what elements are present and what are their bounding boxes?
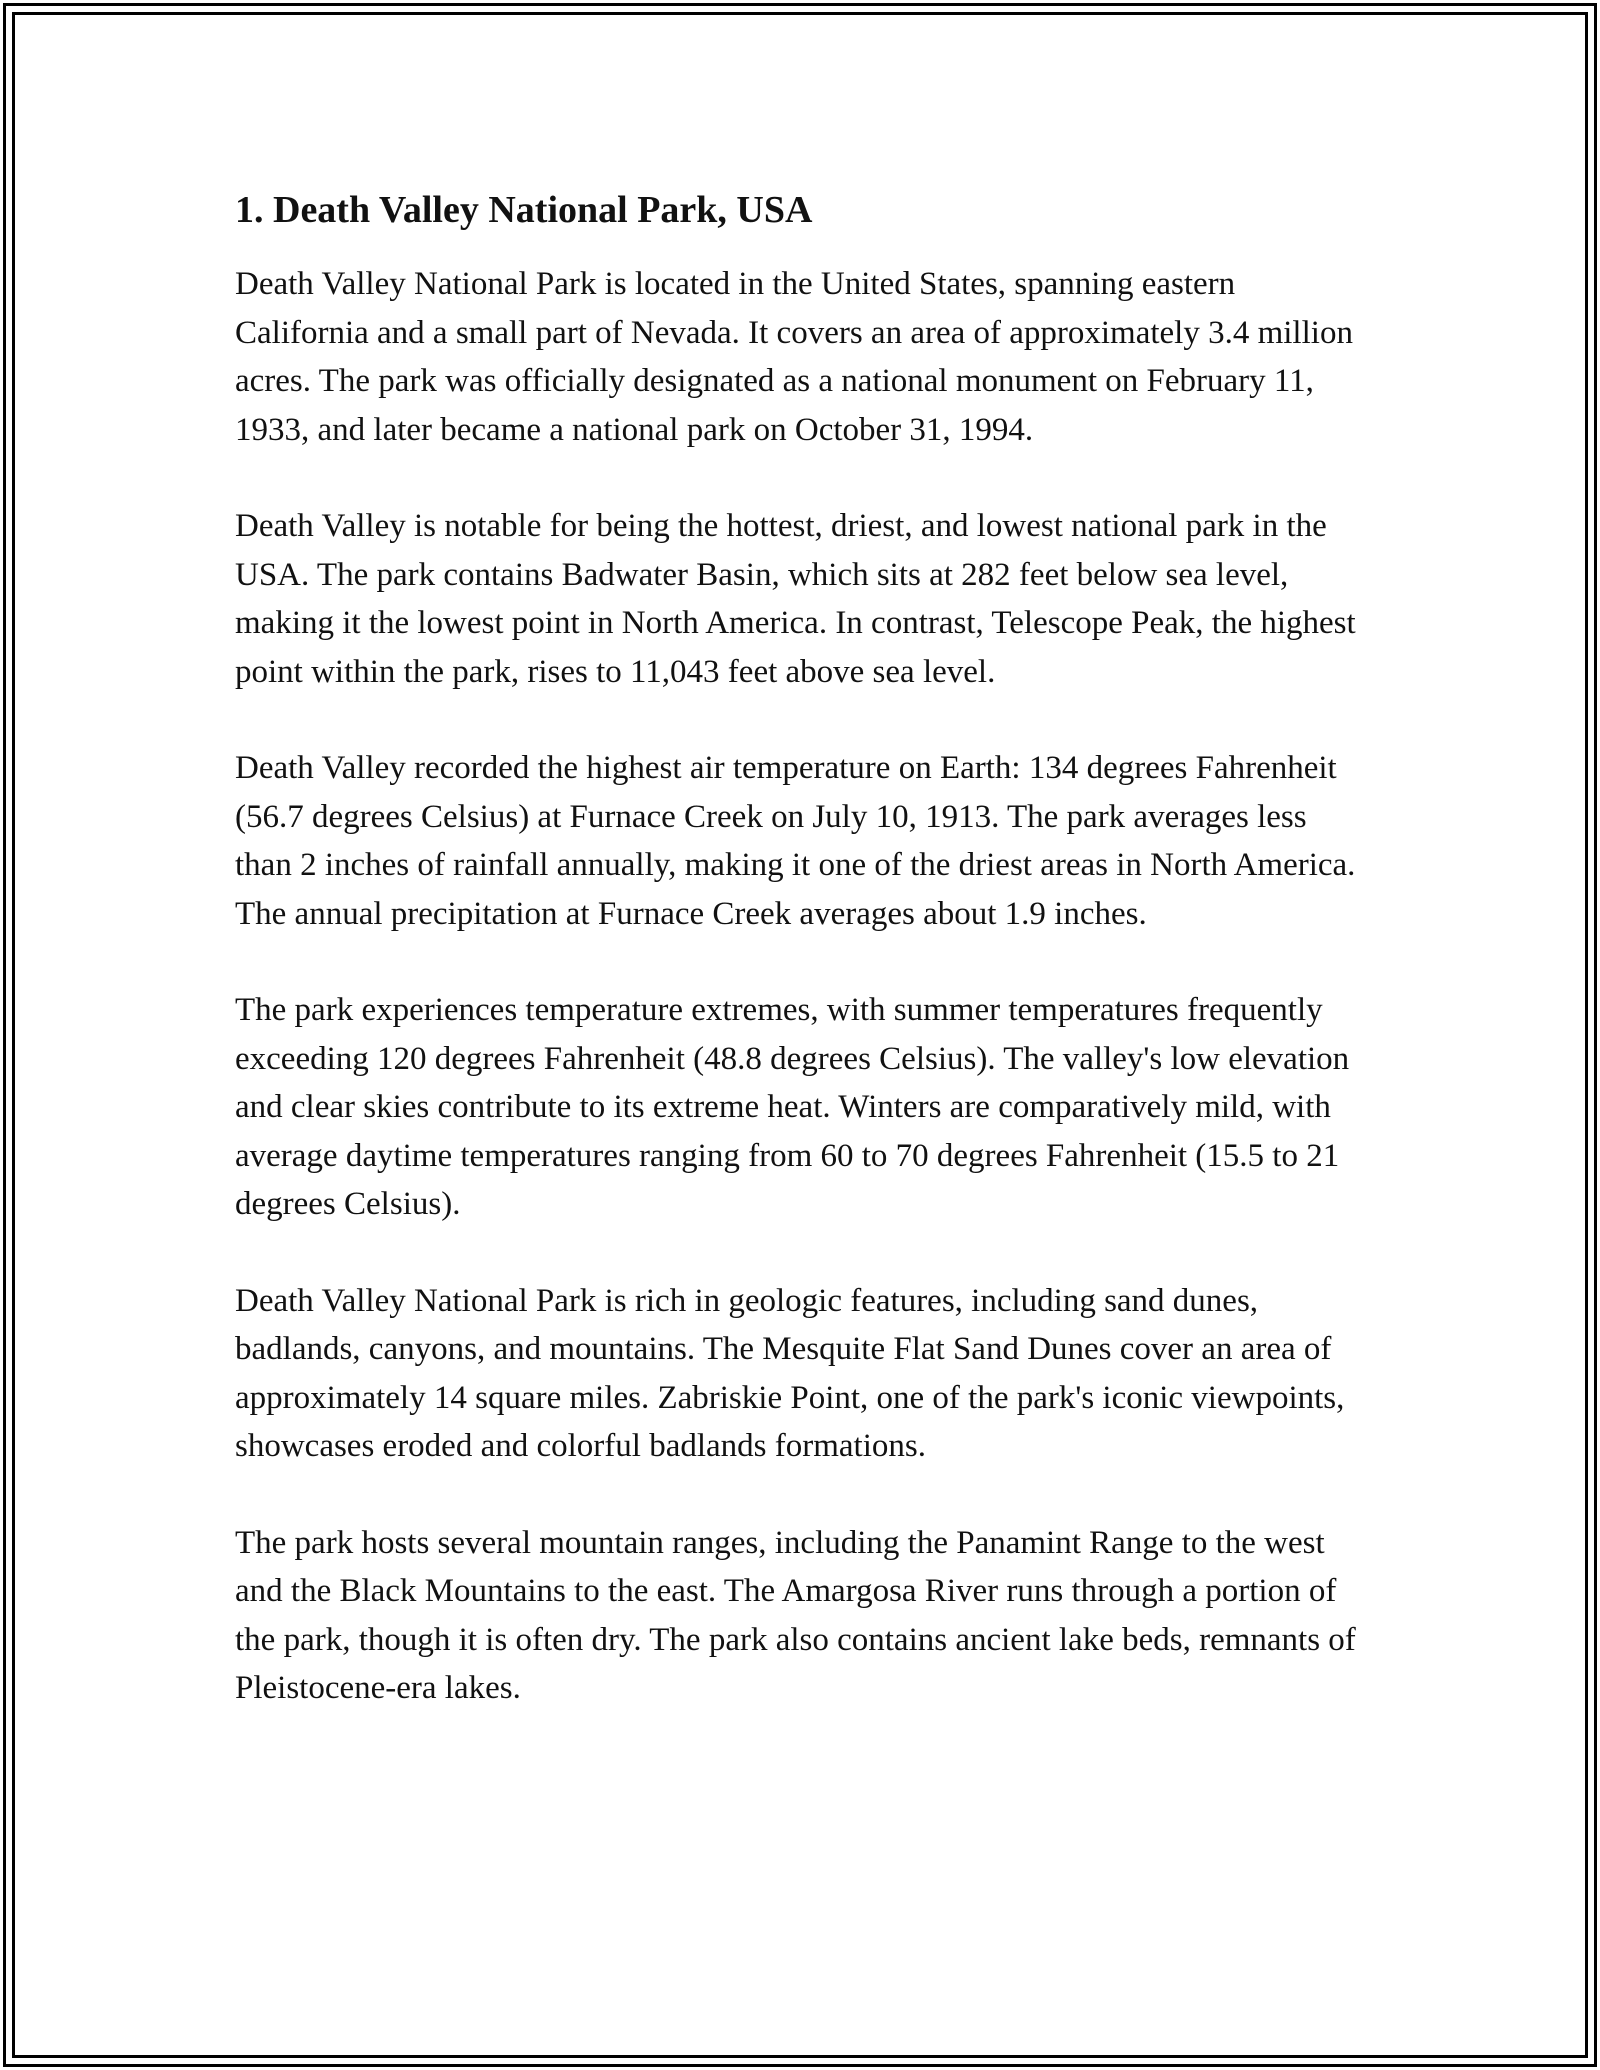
paragraph-climate: The park experiences temperature extremes, with summer temperatures frequently exceeding 120 degrees Fahrenheit (48.8 degrees Celsius). The valley's low elevation and clear skies contribute to its extreme heat. Winters are comparatively mild, with average daytime temperatures ranging from 60 to 70 degrees Fahrenheit (15.5 to 21 degrees Celsius). <box>235 992 1350 1222</box>
paragraph-location: Death Valley National Park is located in the United States, spanning eastern California and a small part of Nevada. It covers an area of approximately 3.4 million acres. The park was officially designated as a national monument on February 11, 1933, and later became a national park on October 31, 1994. <box>235 266 1353 448</box>
paragraph-geology: Death Valley National Park is rich in geologic features, including sand dunes, badlands, canyons, and mountains. The Mesquite Flat Sand Dunes cover an area of approximately 14 square miles. Zabriskie Point, one of the park's iconic viewpoints, showcases eroded and colorful badlands formations. <box>235 1282 1345 1464</box>
paragraph-temperature-record: Death Valley recorded the highest air temperature on Earth: 134 degrees Fahrenheit (56.7 degrees Celsius) at Furnace Creek on July 10, 1913. The park averages less than 2 inches of rainfall annually, making it one of the driest areas in North America. The annual precipitation at Furnace Creek averages about 1.9 inches. <box>235 750 1356 932</box>
paragraph-elevation: Death Valley is notable for being the hottest, driest, and lowest national park in the USA. The park contains Badwater Basin, which sits at 282 feet below sea level, making it the lowest point in North America. In contrast, Telescope Peak, the highest point within the park, rises to 11,043 feet above sea level. <box>235 508 1356 690</box>
page-title: 1. Death Valley National Park, USA <box>235 189 813 231</box>
document-body <box>235 186 1370 1761</box>
paragraph-mountains: The park hosts several mountain ranges, including the Panamint Range to the west and the Black Mountains to the east. The Amargosa River runs through a portion of the park, though it is often dry. The park also contains ancient lake beds, remnants of Pleistocene-era lakes. <box>235 1524 1356 1706</box>
